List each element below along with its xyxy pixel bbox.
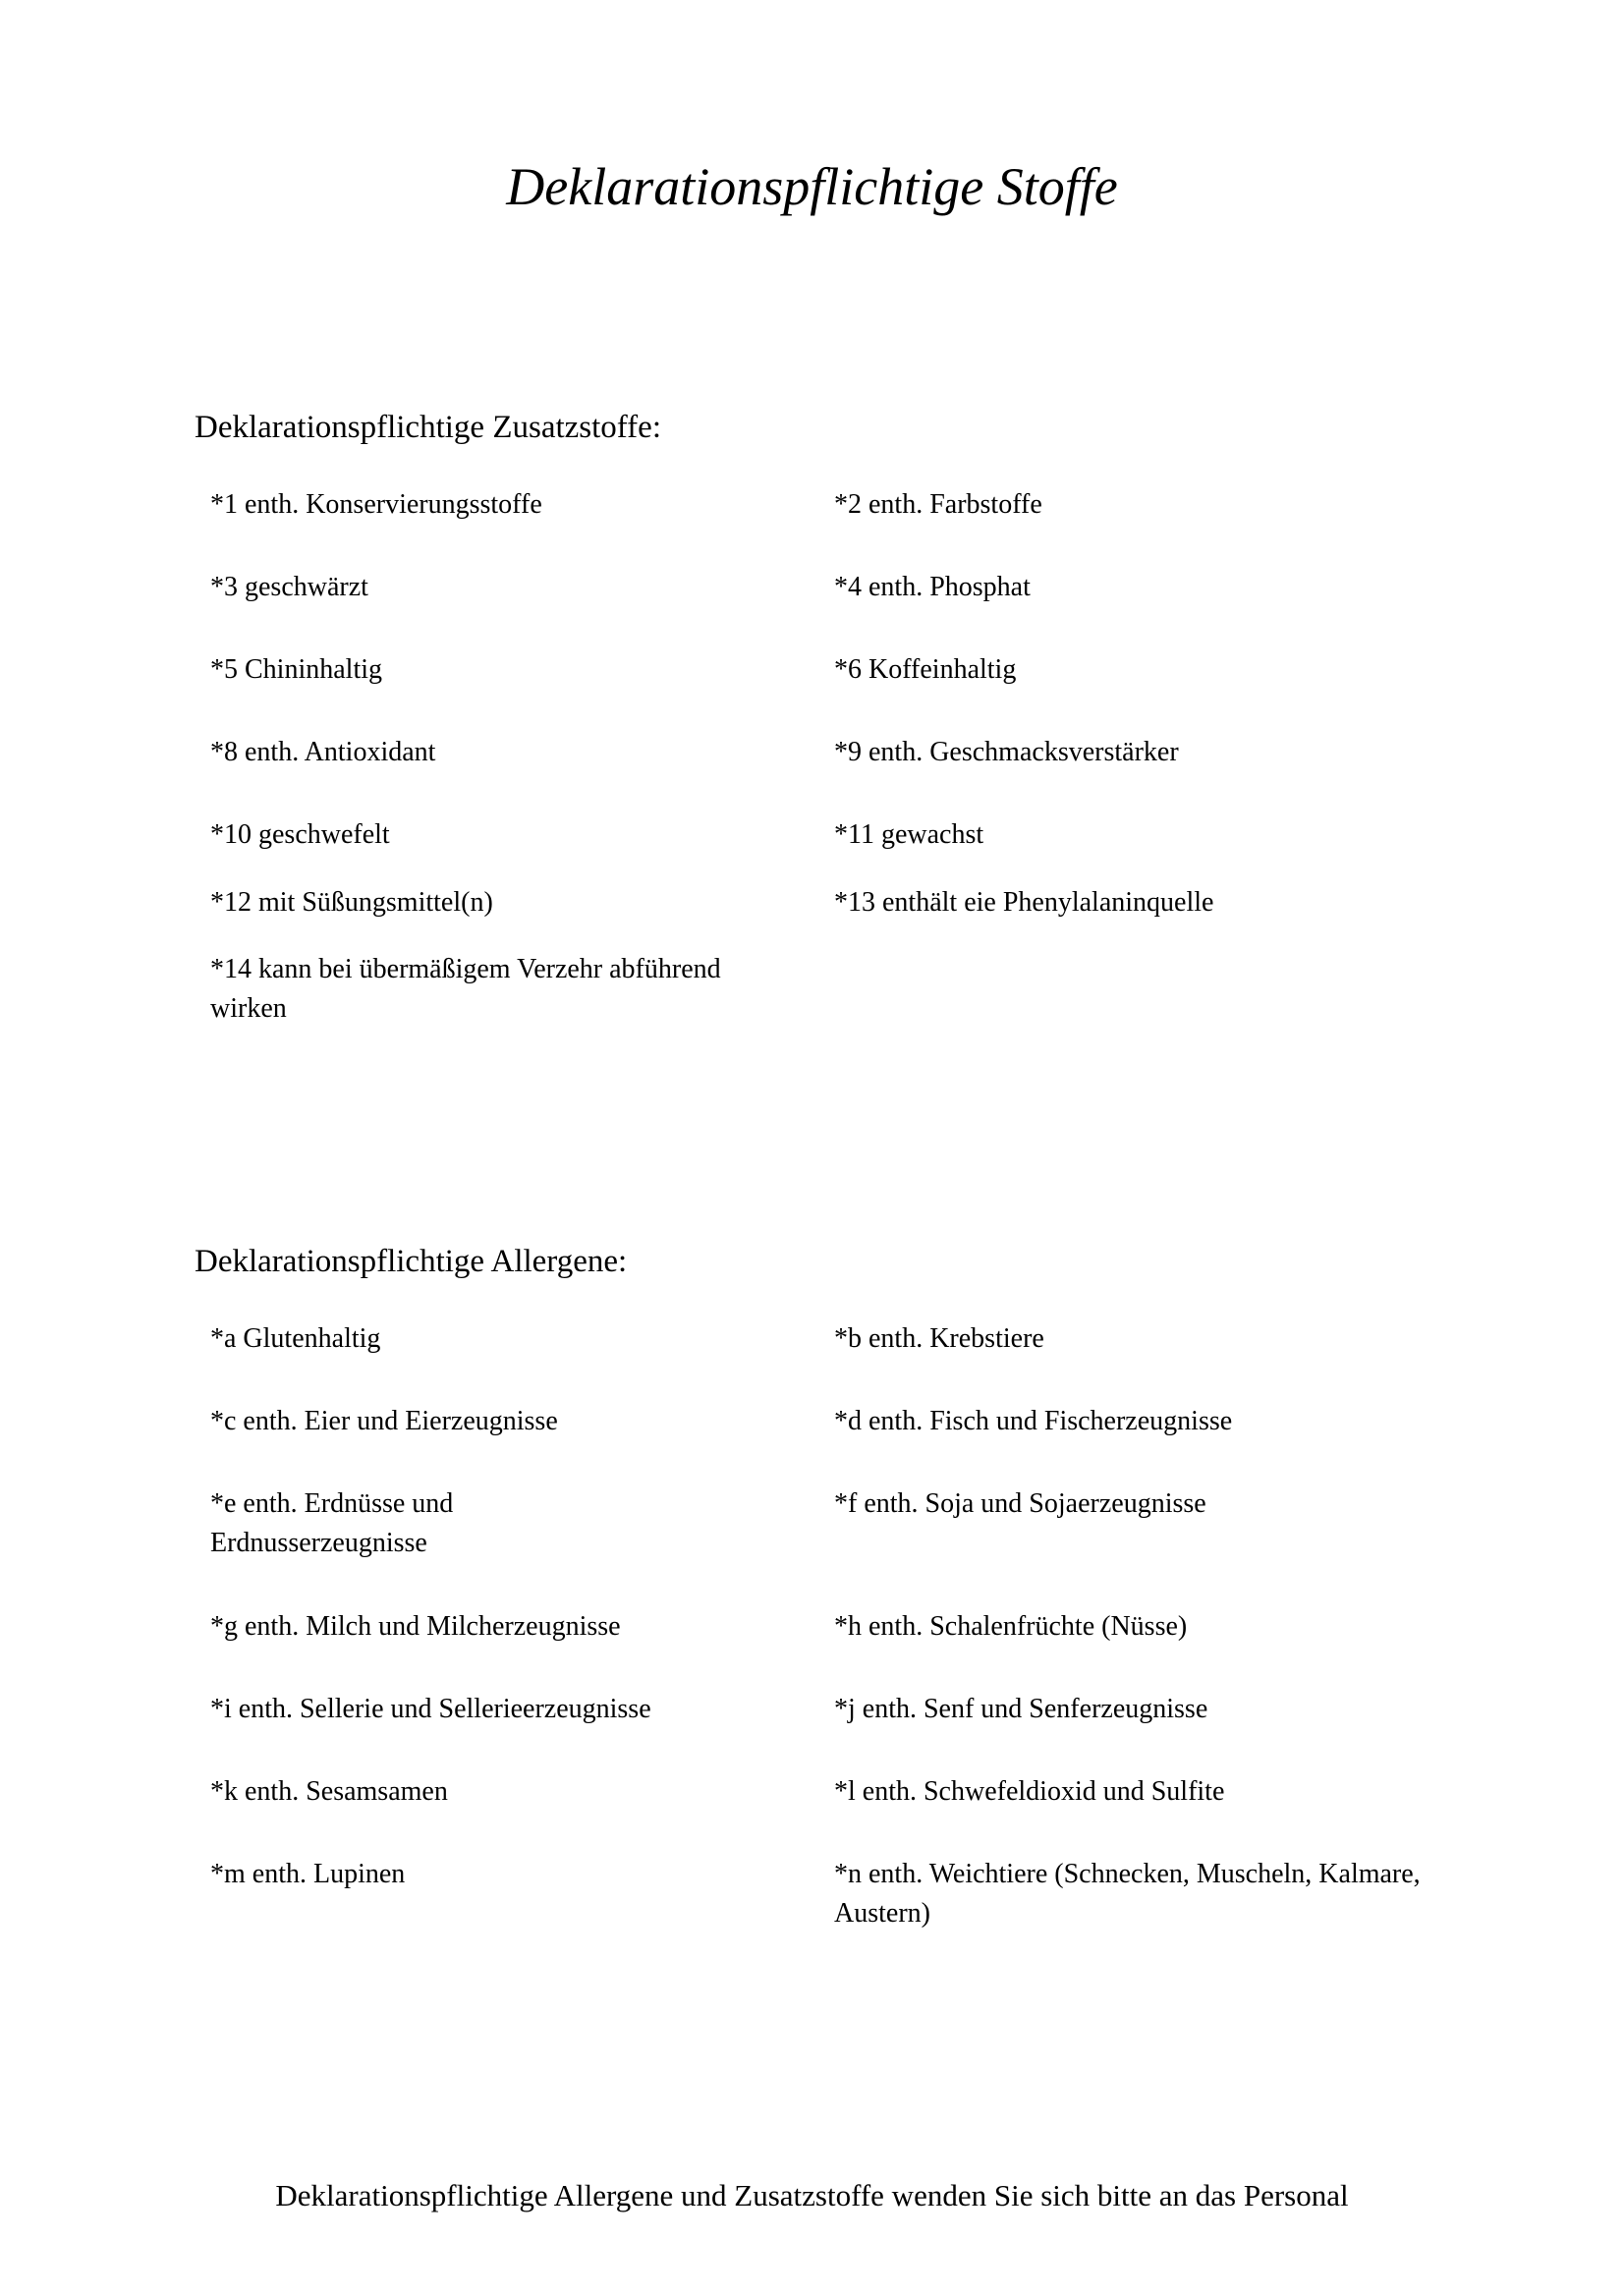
- allergen-item: *l enth. Schwefeldioxid und Sulfite: [834, 1776, 1225, 1807]
- allergen-item: *k enth. Sesamsamen: [210, 1776, 448, 1807]
- additive-item: *10 geschwefelt: [210, 819, 390, 850]
- allergen-item: *n enth. Weichtiere (Schnecken, Muscheln, Kalmare, Austern): [834, 1859, 1421, 1929]
- allergen-item: *b enth. Krebstiere: [834, 1323, 1044, 1354]
- allergen-item: *j enth. Senf und Senferzeugnisse: [834, 1694, 1208, 1724]
- footer-note: Deklarationspflichtige Allergene und Zusatzstoffe wenden Sie sich bitte an das Personal: [275, 2178, 1349, 2212]
- allergen-item: *e enth. Erdnüsse und Erdnusserzeugnisse: [210, 1488, 454, 1558]
- allergen-item: *i enth. Sellerie und Sellerieerzeugnisse: [210, 1694, 651, 1724]
- additive-item: *14 kann bei übermäßigem Verzehr abführend wirken: [210, 954, 721, 1024]
- allergen-item: *d enth. Fisch und Fischerzeugnisse: [834, 1406, 1233, 1436]
- additive-item: *3 geschwärzt: [210, 572, 368, 602]
- page-title: Deklarationspflichtige Stoffe: [506, 157, 1118, 216]
- allergen-item: *f enth. Soja und Sojaerzeugnisse: [834, 1488, 1206, 1519]
- additive-item: *4 enth. Phosphat: [834, 572, 1031, 602]
- allergen-item: *a Glutenhaltig: [210, 1323, 381, 1354]
- additive-item: *5 Chininhaltig: [210, 654, 382, 685]
- allergen-item: *g enth. Milch und Milcherzeugnisse: [210, 1611, 621, 1642]
- additives-heading: Deklarationspflichtige Zusatzstoffe:: [195, 410, 661, 445]
- additive-item: *13 enthält eie Phenylalaninquelle: [834, 887, 1214, 918]
- allergen-item: *h enth. Schalenfrüchte (Nüsse): [834, 1611, 1188, 1642]
- additive-item: *12 mit Süßungsmittel(n): [210, 887, 493, 918]
- additive-item: *8 enth. Antioxidant: [210, 737, 436, 767]
- allergen-item: *m enth. Lupinen: [210, 1859, 406, 1889]
- allergen-item: *c enth. Eier und Eierzeugnisse: [210, 1406, 558, 1436]
- additive-item: *2 enth. Farbstoffe: [834, 489, 1042, 520]
- additive-item: *1 enth. Konservierungsstoffe: [210, 489, 542, 520]
- additive-item: *11 gewachst: [834, 819, 984, 850]
- additive-item: *9 enth. Geschmacksverstärker: [834, 737, 1179, 767]
- allergens-heading: Deklarationspflichtige Allergene:: [195, 1244, 628, 1279]
- additive-item: *6 Koffeinhaltig: [834, 654, 1017, 685]
